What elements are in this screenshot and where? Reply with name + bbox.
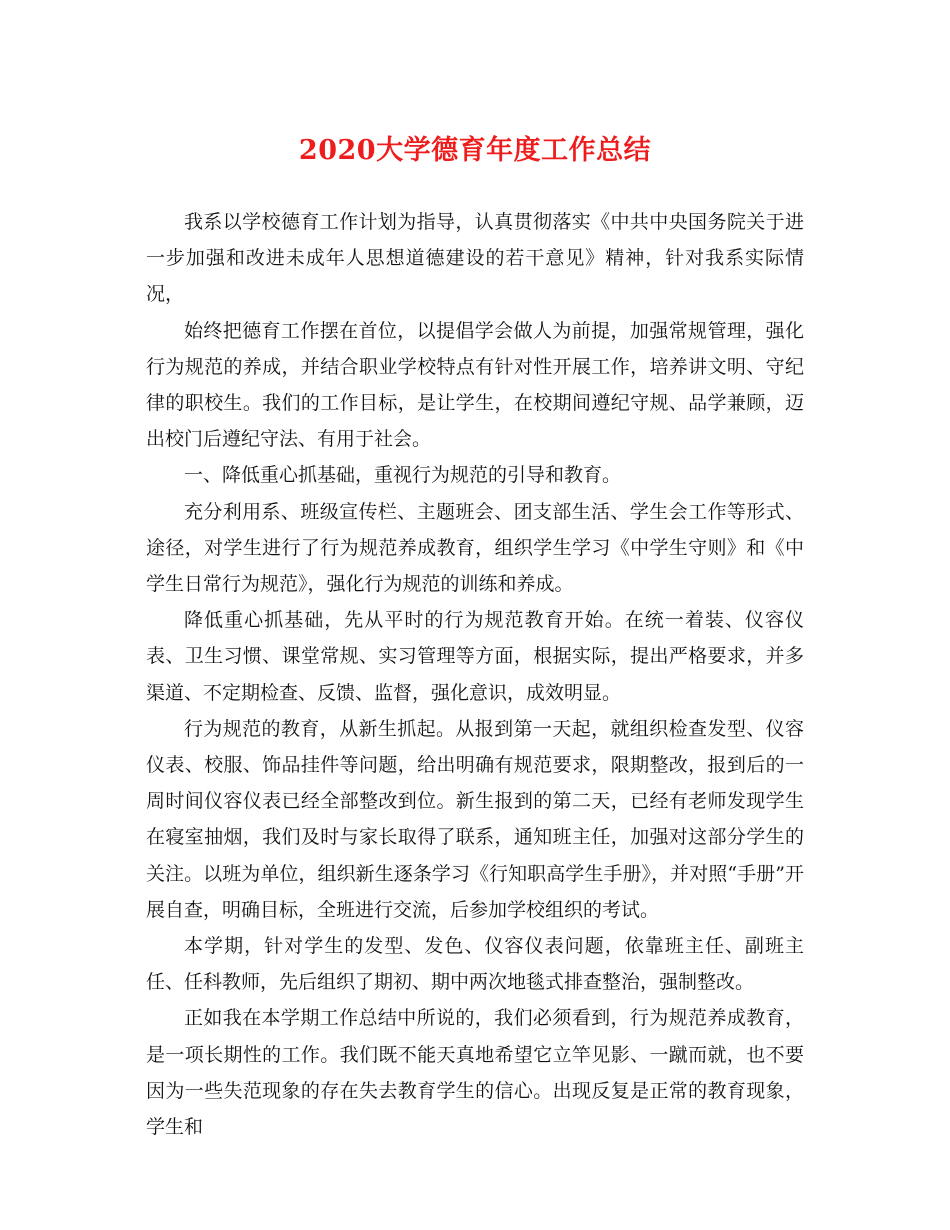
paragraph-4: 降低重心抓基础，先从平时的行为规范教育开始。在统一着装、仪容仪表、卫生习惯、课堂常规、实习管理等方面，根据实际，提出严格要求，并多渠道、不定期检查、反馈、监督，强化意识，成效明显。: [146, 609, 804, 704]
document-body: [146, 204, 804, 1145]
section-heading-1: 一、降低重心抓基础，重视行为规范的引导和教育。: [184, 464, 622, 487]
paragraph-7: 正如我在本学期工作总结中所说的，我们必须看到，行为规范养成教育，是一项长期性的工作。我们既不能天真地希望它立竿见影、一蹴而就，也不要因为一些失范现象的存在失去教育学生的信心。出现反复是正常的教育现象，学生和: [146, 1007, 804, 1139]
paragraph-1: 我系以学校德育工作计划为指导，认真贯彻落实《中共中央国务院关于进一步加强和改进未成年人思想道德建设的若干意见》精神，针对我系实际情况，: [146, 211, 804, 306]
paragraph-6: 本学期，针对学生的发型、发色、仪容仪表问题，依靠班主任、副班主任、任科教师，先后组织了期初、期中两次地毯式排查整治，强制整改。: [146, 935, 804, 994]
paragraph-2: 始终把德育工作摆在首位，以提倡学会做人为前提，加强常规管理，强化行为规范的养成，并结合职业学校特点有针对性开展工作，培养讲文明、守纪律的职校生。我们的工作目标，是让学生，在校期间遵纪守规、品学兼顾，迈出校门后遵纪守法、有用于社会。: [146, 319, 804, 451]
document-title: 2020大学德育年度工作总结: [298, 135, 652, 166]
paragraph-3: 充分利用系、班级宣传栏、主题班会、团支部生活、学生会工作等形式、途径，对学生进行了行为规范养成教育，组织学生学习《中学生守则》和《中学生日常行为规范》，强化行为规范的训练和养成。: [146, 500, 804, 596]
paragraph-5: 行为规范的教育，从新生抓起。从报到第一天起，就组织检查发型、仪容仪表、校服、饰品挂件等问题，给出明确有规范要求，限期整改，报到后的一周时间仪容仪表已经全部整改到位。新生报到的第二天，已经有老师发现学生在寝室抽烟，我们及时与家长取得了联系，通知班主任，加强对这部分学生的关注。以班为单位，组织新生逐条学习《行知职高学生手册》，并对照“手册”开展自查，明确目标，全班进行交流，后参加学校组织的考试。: [146, 717, 804, 921]
